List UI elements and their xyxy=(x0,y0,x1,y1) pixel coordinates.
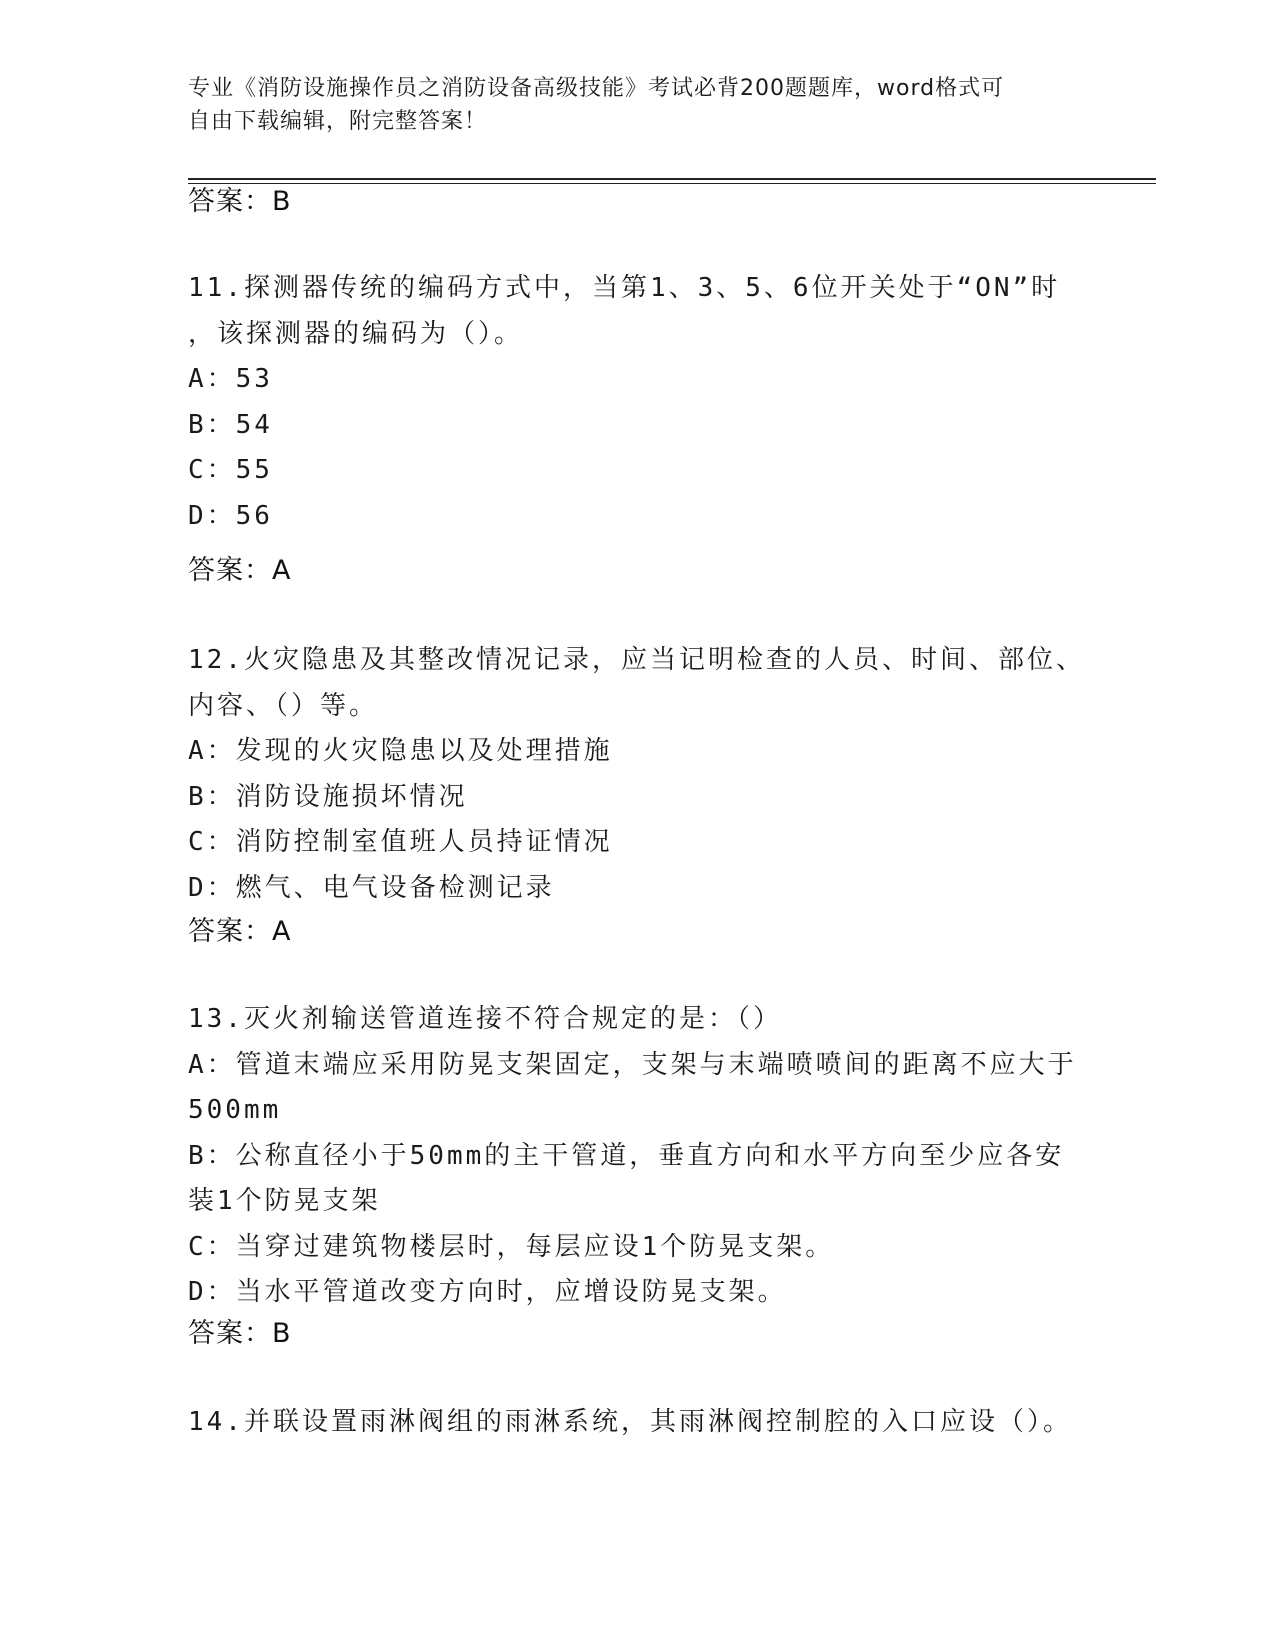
question-11 xyxy=(188,266,1068,539)
answer-q12: 答案：A xyxy=(188,916,292,947)
question-14 xyxy=(188,1400,1072,1446)
option-a: A：53 xyxy=(188,364,273,394)
question-stem-line: 14.并联设置雨淋阀组的雨淋系统，其雨淋阀控制腔的入口应设（）。 xyxy=(188,1407,1072,1437)
option-b: B：54 xyxy=(188,409,273,440)
option-c: C：当穿过建筑物楼层时，每层应设1个防晃支架。 xyxy=(188,1231,835,1262)
option-d: D：56 xyxy=(188,500,273,531)
option-a: A：发现的火灾隐患以及处理措施 xyxy=(188,736,613,766)
question-stem-line: 内容、（）等。 xyxy=(188,690,379,721)
option-c: C：消防控制室值班人员持证情况 xyxy=(188,827,613,857)
header-divider xyxy=(188,178,1156,184)
question-12 xyxy=(188,638,1085,911)
question-stem-line: ，该探测器的编码为（）。 xyxy=(188,318,524,349)
question-stem-line: 11.探测器传统的编码方式中，当第1、3、5、6位开关处于“ON”时 xyxy=(188,273,1061,303)
question-stem-line: 13.灭火剂输送管道连接不符合规定的是：（） xyxy=(188,1004,782,1034)
answer-q10: 答案：B xyxy=(188,186,292,217)
option-a: A：管道末端应采用防晃支架固定，支架与末端喷喷间的距离不应大于 xyxy=(188,1049,1077,1080)
question-13 xyxy=(188,997,1077,1316)
document-header xyxy=(188,72,1088,138)
option-b: B：消防设施损坏情况 xyxy=(188,781,468,812)
option-d: D：当水平管道改变方向时，应增设防晃支架。 xyxy=(188,1277,787,1307)
option-c: C：55 xyxy=(188,455,273,485)
question-stem-line: 12.火灾隐患及其整改情况记录，应当记明检查的人员、时间、部位、 xyxy=(188,645,1085,675)
option-a-continued: 500mm xyxy=(188,1095,282,1125)
option-b: B：公称直径小于50mm的主干管道，垂直方向和水平方向至少应各安 xyxy=(188,1140,1065,1171)
header-line-1: 专业《消防设施操作员之消防设备高级技能》考试必背200题题库，word格式可 xyxy=(188,76,1005,101)
option-d: D：燃气、电气设备检测记录 xyxy=(188,872,555,903)
answer-q11: 答案：A xyxy=(188,555,292,586)
option-b-continued: 装1个防晃支架 xyxy=(188,1186,381,1216)
header-line-2: 自由下载编辑，附完整答案！ xyxy=(188,109,488,134)
answer-q13: 答案：B xyxy=(188,1318,292,1349)
